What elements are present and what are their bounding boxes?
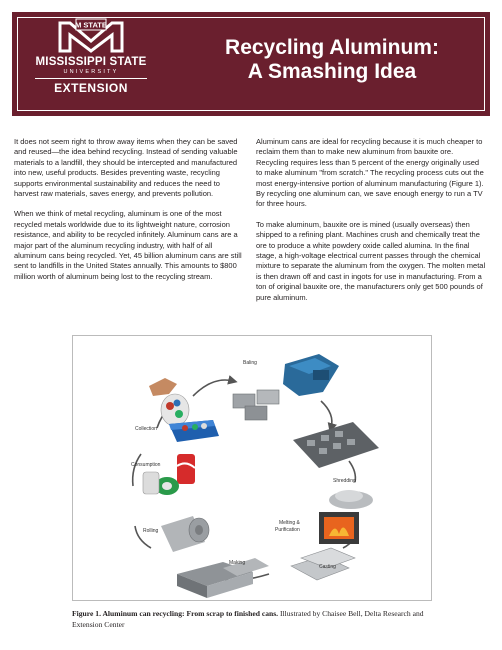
title-line-1: Recycling Aluminum: — [225, 36, 439, 59]
bales-icon — [233, 390, 279, 420]
paragraph: When we think of metal recycling, aluminum is one of the most recycled metals worldwide due to its lightweight nature, corrosion resistance, and ability to be recycled infinitely. Aluminum cans are a major part of the aluminum recycling industry, with half of all aluminum cans being recycled. Yet, 45 billion aluminum cans are still sent to landfills in the United States annually. This amounts to $800 million worth of aluminum being lost to the recycling stream. — [14, 209, 242, 281]
svg-text:M STATE: M STATE — [75, 20, 107, 30]
label-collection: Collection — [135, 426, 157, 432]
header-banner — [12, 12, 490, 116]
title-line-2: A Smashing Idea — [247, 60, 417, 83]
paragraph: Aluminum cans are ideal for recycling because it is much cheaper to reclaim them than to make new aluminum from bauxite ore. Recycling requires less than 5 percent of the energy originally used to make aluminum "from scratch." The recycling process cuts out the most energy-intensive portion of aluminum manufacturing (Figure 1). By recycling one aluminum can, we save enough energy to run a TV for three hours. — [256, 137, 484, 209]
paragraph: It does not seem right to throw away items when they can be saved and reused—the idea behind recycling. Instead of sending valuable materials to a landfill, they should be intercepted and manufactured into new, useful products. Besides preventing waste, recycling supports environmental sustainability and reduces the need to harvest raw materials, saves energy, and prevents pollution. — [14, 137, 238, 199]
page-title — [182, 36, 482, 84]
paragraph: To make aluminum, bauxite ore is mined (usually overseas) then shipped to a refining plant. Machines crush and chemically treat the ore to produce a white powdery oxide called alumina. In the final stage, a high-voltage electrical current passes through the chemical mixture to separate the aluminum from the oxygen. The molten metal is then drawn off and cast in ingots for use in manufacturing. From a ton of original bauxite ore, the manufacturers only get 500 pounds of pure aluminum. — [256, 219, 486, 302]
label-making: Making — [229, 560, 246, 566]
label-baling: Baling — [243, 360, 257, 366]
label-melting: Melting & — [279, 520, 300, 526]
label-purification: Purification — [275, 527, 300, 533]
body-column-right — [256, 137, 486, 313]
recycling-cycle-illustration — [73, 336, 431, 600]
body-column-left — [14, 137, 244, 292]
hand-with-cans-icon — [149, 378, 189, 426]
shredding-sheet-icon — [293, 422, 379, 468]
cans-icon — [143, 454, 195, 495]
logo-university-name: MISSISSIPPI STATE — [35, 56, 147, 68]
rolling-coil-icon — [161, 516, 209, 552]
baling-machine-icon — [283, 354, 339, 396]
label-casting: Casting — [319, 564, 336, 570]
label-shredding: Shredding — [333, 478, 356, 484]
logo-divider — [35, 78, 147, 79]
caption-title: Figure 1. Aluminum can recycling: From scrap to finished cans. — [72, 609, 279, 618]
caption-credit: Illustrated by Chaisee Bell, Delta Research and Extension Center — [72, 609, 424, 629]
logo-university-sub: UNIVERSITY — [63, 69, 119, 75]
msu-m-mark-icon — [56, 17, 126, 55]
figure-caption — [72, 608, 452, 630]
shredded-pile-icon — [329, 490, 373, 509]
msu-extension-logo — [30, 17, 152, 107]
label-rolling: Rolling — [143, 528, 159, 534]
label-consumption: Consumption — [131, 462, 161, 468]
logo-extension: EXTENSION — [54, 81, 128, 95]
recycling-figure — [72, 335, 432, 601]
furnace-icon — [319, 512, 359, 544]
